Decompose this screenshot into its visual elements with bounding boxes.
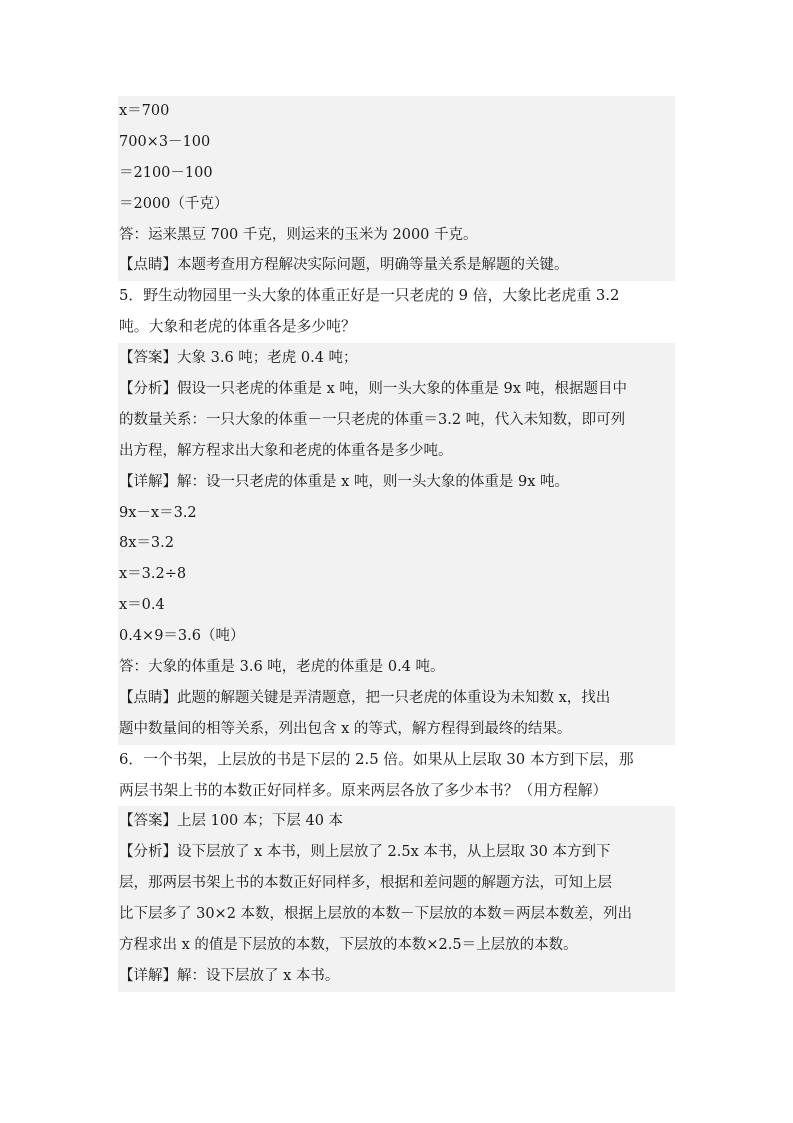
solution-line: x＝0.4 [118, 590, 675, 621]
solution-line: 【详解】解：设下层放了 x 本书。 [118, 961, 675, 992]
solution-line: 【点睛】本题考查用方程解决实际问题，明确等量关系是解题的关键。 [118, 250, 675, 281]
solution-line: 出方程，解方程求出大象和老虎的体重各是多少吨。 [118, 436, 675, 467]
solution-line: x＝3.2÷8 [118, 559, 675, 590]
solution-line: 【答案】上层 100 本；下层 40 本 [118, 806, 675, 837]
solution-line: 8x＝3.2 [118, 528, 675, 559]
solution-line: 的数量关系：一只大象的体重－一只老虎的体重＝3.2 吨，代入未知数，即可列 [118, 405, 675, 436]
solution-line: 比下层多了 30×2 本数，根据上层放的本数－下层放的本数＝两层本数差，列出 [118, 899, 675, 930]
solution-line: 0.4×9＝3.6（吨） [118, 621, 675, 652]
solution-line: 层，那两层书架上书的本数正好同样多，根据和差问题的解题方法，可知上层 [118, 868, 675, 899]
solution-line: 方程求出 x 的值是下层放的本数，下层放的本数×2.5＝上层放的本数。 [118, 930, 675, 961]
solution-line: 题中数量间的相等关系，列出包含 x 的等式，解方程得到最终的结果。 [118, 714, 675, 745]
solution-line: 【分析】假设一只老虎的体重是 x 吨，则一头大象的体重是 9x 吨，根据题目中 [118, 374, 675, 405]
solution-line: 【详解】解：设一只老虎的体重是 x 吨，则一头大象的体重是 9x 吨。 [118, 467, 675, 498]
solution-line: 9x－x＝3.2 [118, 498, 675, 529]
solution-line: 【点睛】此题的解题关键是弄清题意，把一只老虎的体重设为未知数 x，找出 [118, 683, 675, 714]
question-line: 吨。大象和老虎的体重各是多少吨？ [119, 318, 356, 336]
solution-line: 答：运来黑豆 700 千克，则运来的玉米为 2000 千克。 [118, 220, 675, 251]
question-line: 6．一个书架，上层放的书是下层的 2.5 倍。如果从上层取 30 本方到下层，那 [119, 750, 634, 768]
solution-line: 【分析】设下层放了 x 本书，则上层放了 2.5x 本书，从上层取 30 本方到下 [118, 837, 675, 868]
question-line: 5．野生动物园里一头大象的体重正好是一只老虎的 9 倍，大象比老虎重 3.2 [119, 287, 620, 305]
document-content [118, 96, 675, 992]
solution-line: 700×3－100 [118, 127, 675, 158]
solution-line: ＝2100－100 [118, 158, 675, 189]
solution-line: ＝2000（千克） [118, 189, 675, 220]
solution-line: 【答案】大象 3.6 吨；老虎 0.4 吨； [118, 343, 675, 374]
solution-line: x＝700 [118, 96, 675, 127]
question-line: 两层书架上书的本数正好同样多。原来两层各放了多少本书？（用方程解） [119, 781, 608, 799]
solution-line: 答：大象的体重是 3.6 吨，老虎的体重是 0.4 吨。 [118, 652, 675, 683]
